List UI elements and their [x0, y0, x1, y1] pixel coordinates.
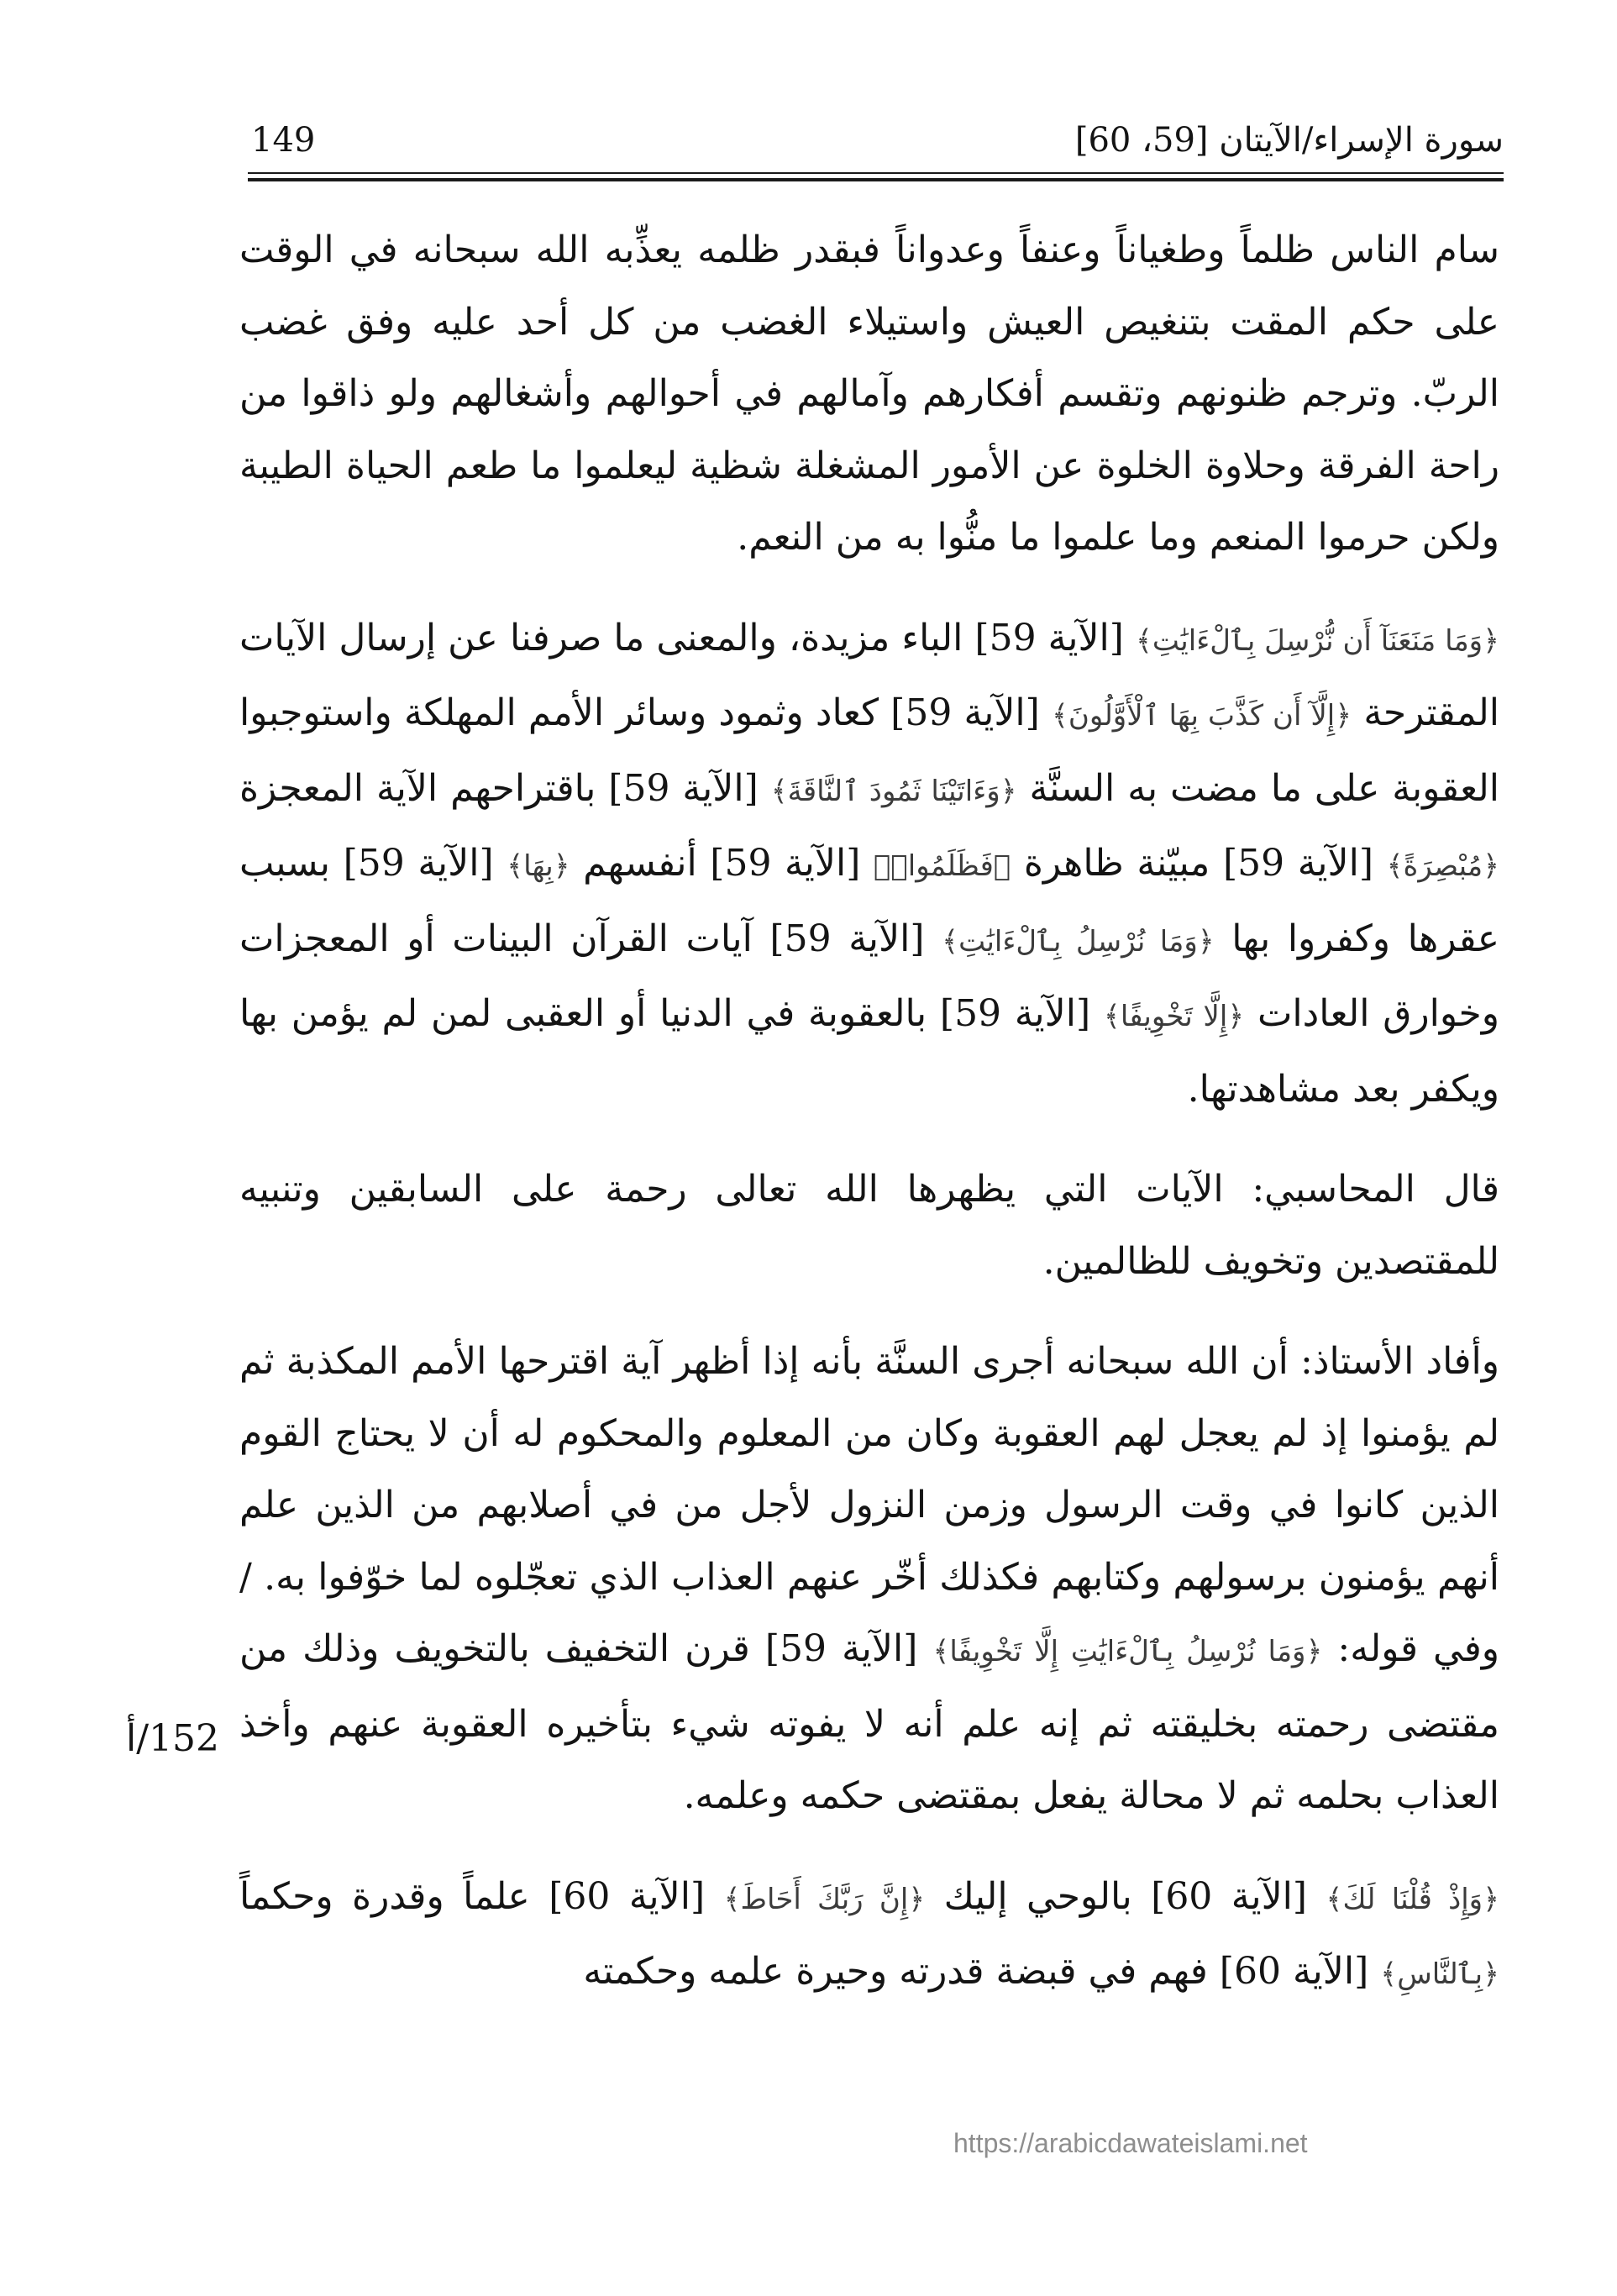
body-text: [239, 214, 1499, 2040]
quran-quote: ﴿وَءَاتَيْنَا ثَمُودَ ٱلنَّاقَةَ﴾: [770, 774, 1017, 808]
quran-quote: ﴿مُبْصِرَةً﴾: [1386, 849, 1499, 883]
quran-quote: ﴿وَمَا مَنَعَنَآ أَن نُّرْسِلَ بِٱلْءَايَٰتِ﴾: [1136, 623, 1500, 658]
paragraph-text: [الآية 59] كعاد وثمود وسائر الأمم المهلكة واستوجبوا العقوبة على ما مضت به السنَّة: [239, 691, 1499, 810]
paragraph: [239, 1861, 1499, 2011]
header-title: سورة الإسراء/الآيتان [59، 60]: [1074, 121, 1504, 160]
paragraph-text: [الآية 60] بالوحي إليك: [925, 1874, 1326, 1918]
quran-quote: ﴿فَظَلَمُوا۟﴾: [873, 849, 1011, 883]
header-rule-thin: [248, 172, 1504, 174]
quran-quote: ﴿إِلَّآ أَن كَذَّبَ بِهَا ٱلْأَوَّلُونَ﴾: [1051, 699, 1352, 733]
quran-quote: ﴿بِهَا﴾: [507, 849, 570, 883]
paragraph: [239, 602, 1499, 1126]
quran-quote: ﴿إِلَّا تَخْوِيفًا﴾: [1103, 1000, 1245, 1033]
quran-quote: ﴿بِٱلنَّاسِ﴾: [1380, 1957, 1499, 1991]
paragraph-text: وأفاد الأستاذ: أن الله سبحانه أجرى السنَّة بأنه إذا أظهر آية اقترحها الأمم المكذبة ثم لم يؤمنوا إذ لم يعجل لهم العقوبة وكان من المعلوم والمحكوم له أن لا يحتاج القوم الذين كانوا في وقت الرسول وزمن النزول لأجل من في أصلابهم من الذين علم أنهم يؤمنون برسولهم وكتابهم فكذلك أخّر عنهم العذاب الذي تعجّلوه لما خوّفوا به. /وفي قوله:: [239, 1340, 1499, 1670]
paragraph-text: [الآية 60] علماً وقدرة وحكماً: [239, 1874, 724, 1918]
paragraph-text: [الآية 59] قرن التخفيف بالتخويف وذلك من مقتضى رحمته بخليقته ثم إنه علم أنه لا يفوته شيء بتأخيره العقوبة عنهم وأخذ العذاب بحلمه ثم لا محالة يفعل بمقتضى حكمه وعلمه.: [239, 1627, 1499, 1817]
paragraph-text: [الآية 59] مبيّنة ظاهرة: [1011, 842, 1387, 885]
paragraph-text: [الآية 59] آيات القرآن البينات أو المعجزات وخوارق العادات: [239, 917, 1500, 1035]
running-header: [248, 109, 1504, 168]
paragraph: [239, 1153, 1499, 1297]
quran-quote: ﴿وَمَا نُرْسِلُ بِٱلْءَايَٰتِ﴾: [942, 924, 1215, 959]
page-number: 149: [251, 121, 316, 160]
paragraph-text: [الآية 60] فهم في قبضة قدرته وحيرة علمه وحكمته: [583, 1950, 1381, 1993]
paragraph: [239, 214, 1499, 574]
margin-note: 152/أ: [126, 1717, 220, 1760]
quran-quote: ﴿وَإِذْ قُلْنَا لَكَ﴾: [1326, 1882, 1500, 1916]
paragraph-text: قال المحاسبي: الآيات التي يظهرها الله تعالى رحمة على السابقين وتنبيه للمقتصدين وتخويف للظالمين.: [239, 1168, 1499, 1283]
watermark-url: https://arabicdawateislami.net: [953, 2128, 1308, 2158]
paragraph-text: [الآية 59] أنفسهم: [570, 842, 874, 885]
paragraph: [239, 1326, 1499, 1832]
paragraph-text: سام الناس ظلماً وطغياناً وعنفاً وعدواناً فبقدر ظلمه يعذِّبه الله سبحانه في الوقت على حكم المقت بتنغيص العيش واستيلاء الغضب من كل أحد عليه وفق غضب الربّ. وترجم ظنونهم وتقسم أفكارهم وآمالهم في أحوالهم وأشغالهم ولو ذاقوا من راحة الفرقة وحلاوة الخلوة عن الأمور المشغلة شظية ليعلموا ما طعم الحياة الطيبة ولكن حرموا المنعم وما علموا ما منُّوا به من النعم.: [239, 229, 1499, 559]
quran-quote: ﴿إِنَّ رَبَّكَ أَحَاطَ﴾: [723, 1882, 926, 1916]
paragraph-text: [الآية 59] الباء مزيدة، والمعنى ما صرفنا عن إرسال الآيات المقترحة: [239, 616, 1499, 734]
paragraph-text: [الآية 59] بسبب عقرها وكفروا بها: [239, 842, 1500, 960]
header-rule-thick: [248, 178, 1504, 181]
paragraph-text: [الآية 59] باقتراحهم الآية المعجزة: [239, 766, 771, 810]
paragraph-text: [الآية 59] بالعقوبة في الدنيا أو العقبى لمن لم يؤمن بها ويكفر بعد مشاهدتها.: [239, 992, 1499, 1111]
quran-quote: ﴿وَمَا نُرْسِلُ بِٱلْءَايَٰتِ إِلَّا تَخْوِيفًا﴾: [932, 1635, 1323, 1668]
